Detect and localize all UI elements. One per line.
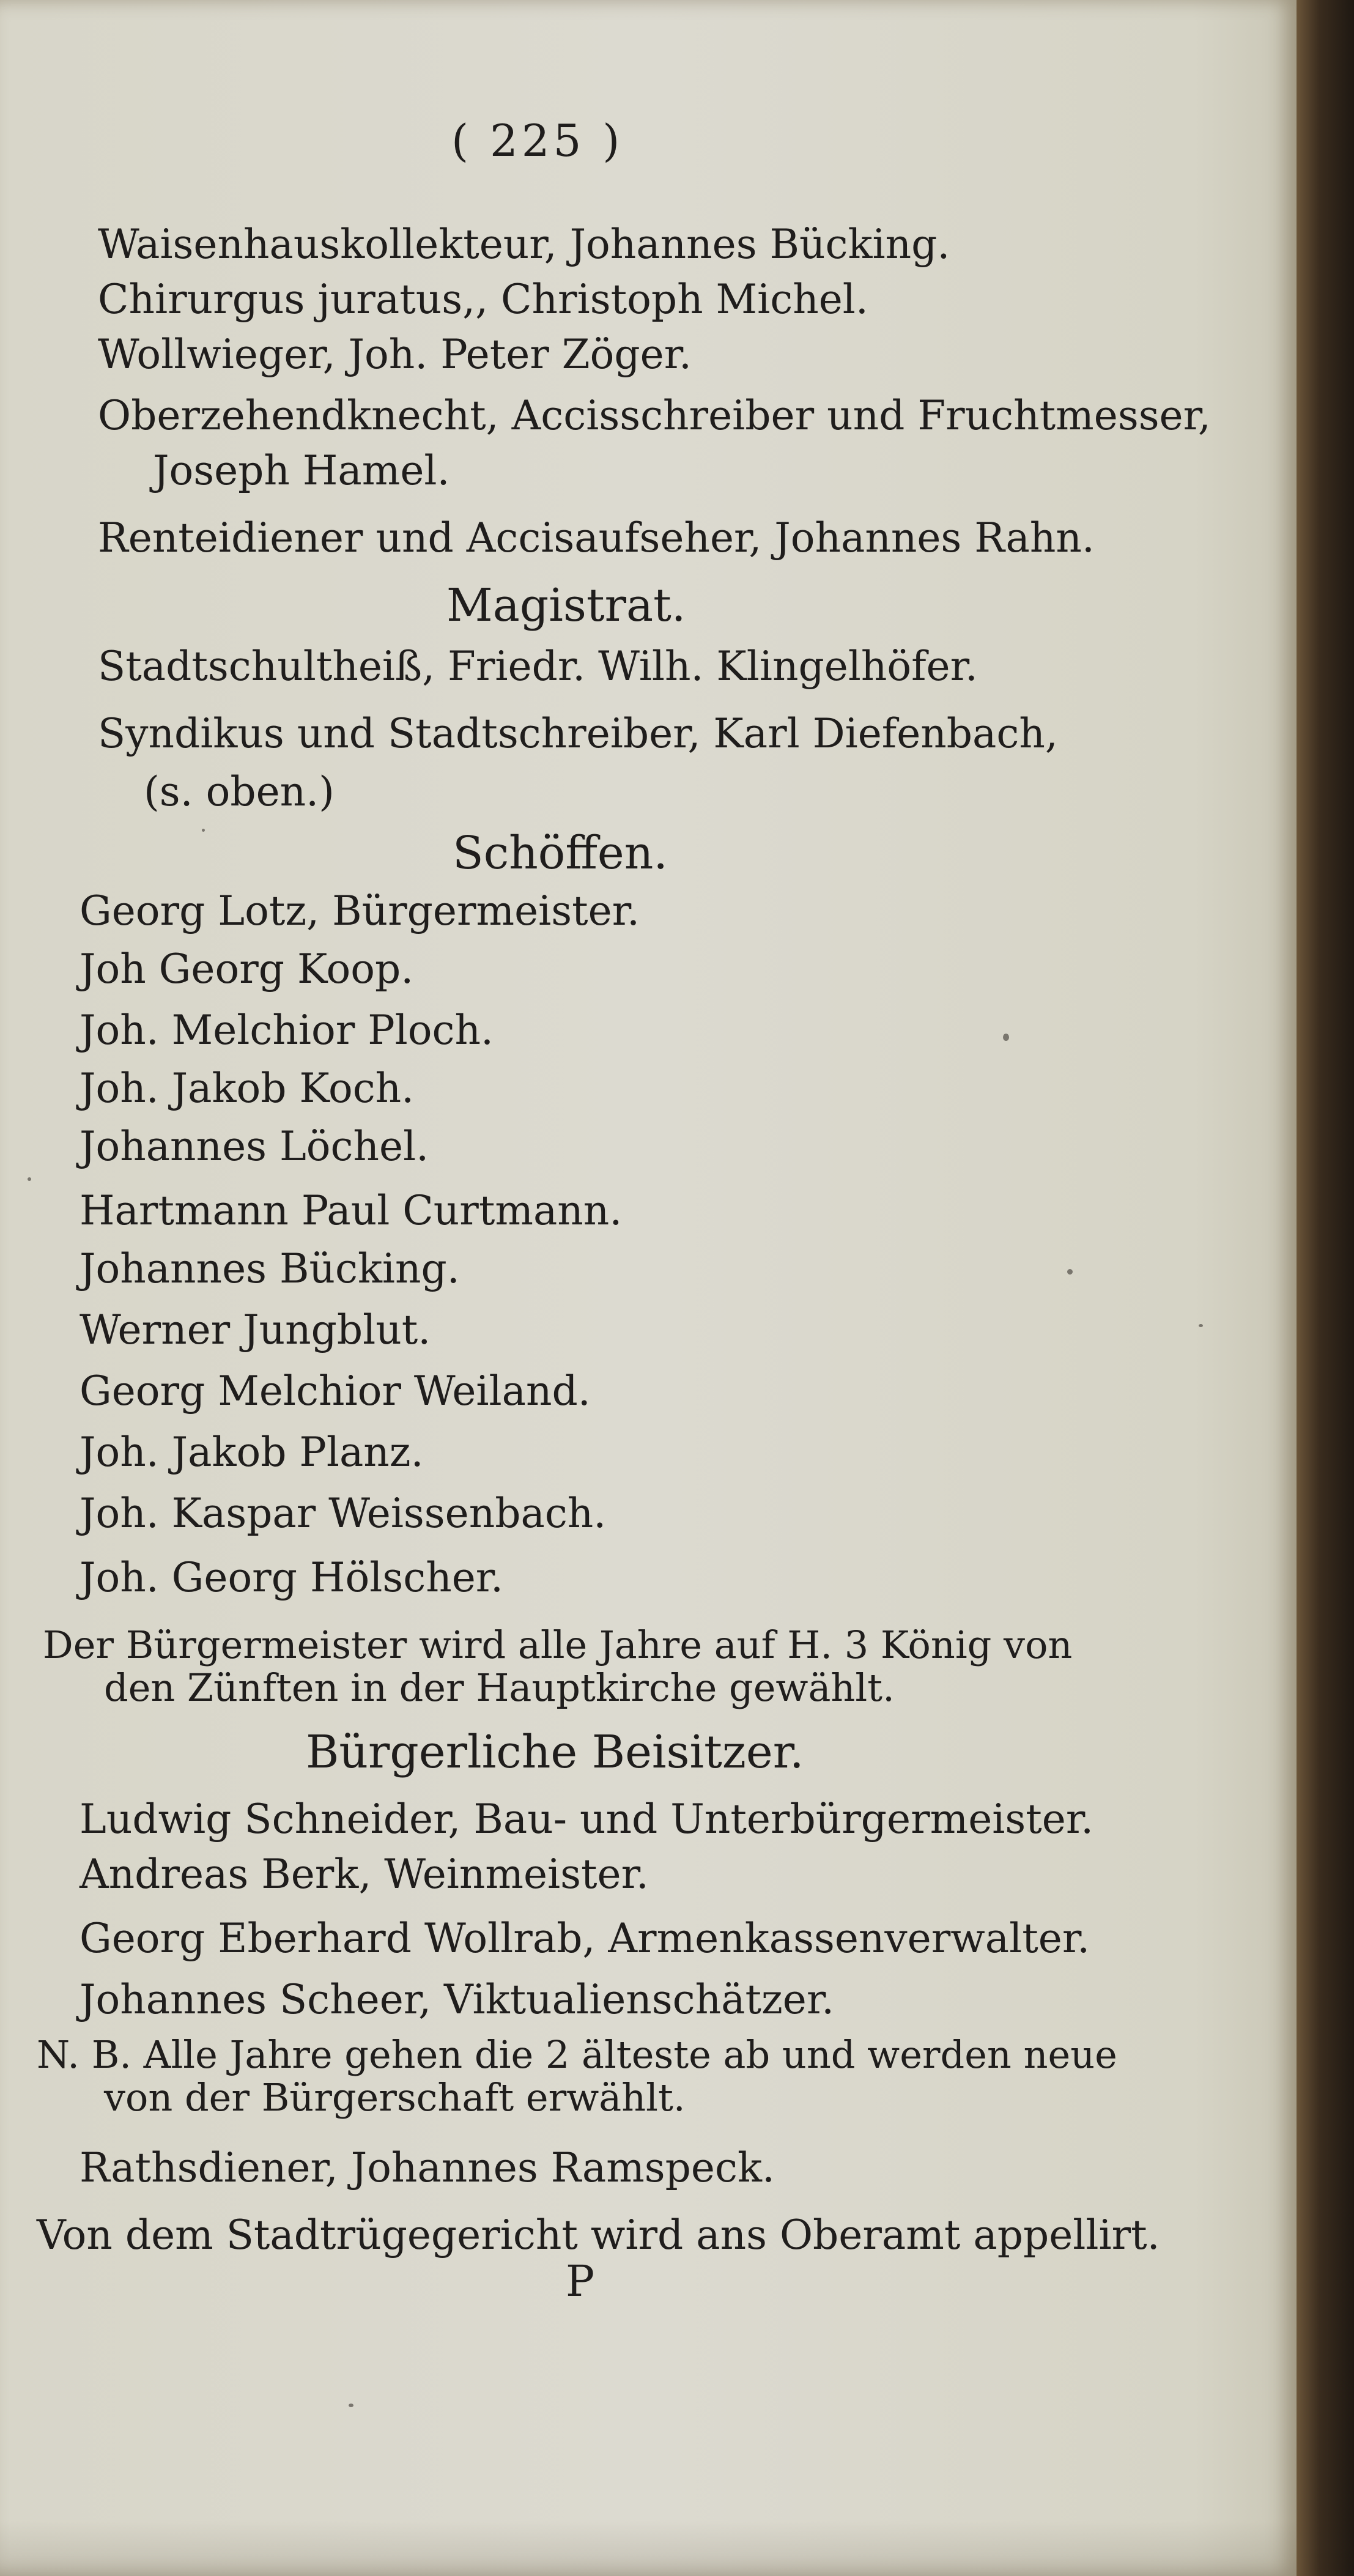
entry-oberzehendknecht-cont: Joseph Hamel. <box>153 447 450 494</box>
page-bottom-shadow <box>0 2520 1297 2576</box>
note-buergermeister: Der Bürgermeister wird alle Jahre auf H. 3 König von <box>43 1623 1073 1667</box>
heading-beisitzer: Bürgerliche Beisitzer. <box>306 1726 804 1778</box>
schoeffe-6: Hartmann Paul Curtmann. <box>80 1187 623 1234</box>
schoeffe-8: Werner Jungblut. <box>80 1306 431 1353</box>
page-number: ( 225 ) <box>451 115 624 166</box>
entry-rathsdiener: Rathsdiener, Johannes Ramspeck. <box>80 2144 775 2191</box>
entry-syndikus: Syndikus und Stadtschreiber, Karl Diefenbach, <box>98 710 1058 757</box>
entry-renteidiener: Renteidiener und Accisaufseher, Johannes Rahn. <box>98 514 1095 561</box>
schoeffe-4: Joh. Jakob Koch. <box>80 1065 415 1112</box>
schoeffe-1: Georg Lotz, Bürgermeister. <box>80 887 640 935</box>
paper-speck <box>202 829 205 832</box>
heading-magistrat: Magistrat. <box>446 579 686 632</box>
catchword: P <box>566 2256 595 2306</box>
beisitzer-3: Georg Eberhard Wollrab, Armenkassenverwalter. <box>80 1915 1090 1962</box>
entry-appellation: Von dem Stadtrügegericht wird ans Oberamt appellirt. <box>37 2211 1160 2259</box>
paper-speck <box>1003 1034 1009 1041</box>
entry-syndikus-cont: (s. oben.) <box>144 768 335 815</box>
heading-schoeffen: Schöffen. <box>453 827 668 879</box>
schoeffe-5: Johannes Löchel. <box>80 1123 429 1170</box>
schoeffe-3: Joh. Melchior Ploch. <box>80 1007 494 1054</box>
paper-speck <box>1199 1324 1203 1327</box>
entry-chirurgus: Chirurgus juratus,, Christoph Michel. <box>98 276 868 323</box>
note-buergermeister-cont: den Zünften in der Hauptkirche gewählt. <box>104 1665 895 1710</box>
paper-speck <box>28 1177 31 1181</box>
paper-speck <box>1067 1269 1073 1275</box>
beisitzer-1: Ludwig Schneider, Bau- und Unterbürgermeister. <box>80 1796 1094 1843</box>
note-nb-cont: von der Bürgerschaft erwählt. <box>104 2075 686 2120</box>
entry-wollwieger: Wollwieger, Joh. Peter Zöger. <box>98 331 692 378</box>
entry-stadtschultheiss: Stadtschultheiß, Friedr. Wilh. Klingelhöfer. <box>98 643 978 690</box>
paper-speck <box>349 2404 353 2407</box>
schoeffe-2: Joh Georg Koop. <box>80 946 414 993</box>
note-nb: N. B. Alle Jahre gehen die 2 älteste ab und werden neue <box>37 2032 1117 2077</box>
schoeffe-7: Johannes Bücking. <box>80 1245 460 1292</box>
schoeffe-11: Joh. Kaspar Weissenbach. <box>80 1490 607 1537</box>
schoeffe-9: Georg Melchior Weiland. <box>80 1368 591 1415</box>
schoeffe-12: Joh. Georg Hölscher. <box>80 1554 504 1601</box>
beisitzer-2: Andreas Berk, Weinmeister. <box>80 1851 649 1898</box>
entry-waisenhaus: Waisenhauskollekteur, Johannes Bücking. <box>98 221 950 268</box>
beisitzer-4: Johannes Scheer, Viktualienschätzer. <box>80 1976 835 2023</box>
schoeffe-10: Joh. Jakob Planz. <box>80 1429 424 1476</box>
book-binding-edge <box>1297 0 1354 2576</box>
entry-oberzehendknecht: Oberzehendknecht, Accisschreiber und Fruchtmesser, <box>98 392 1211 439</box>
